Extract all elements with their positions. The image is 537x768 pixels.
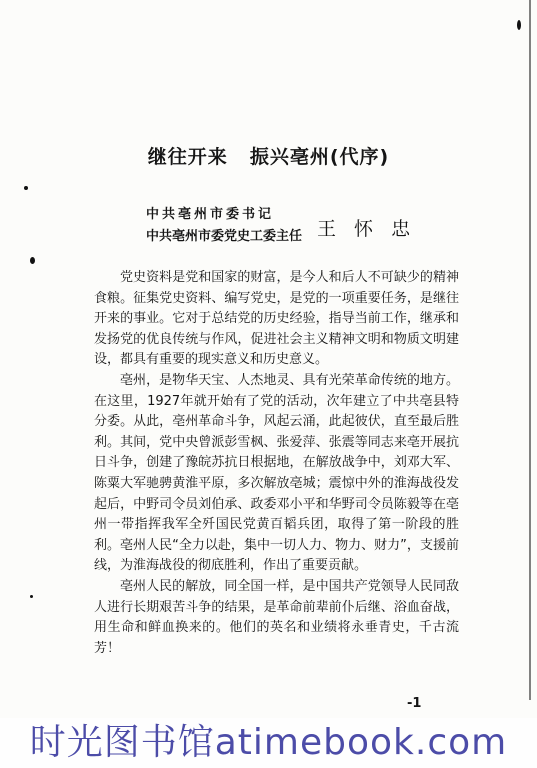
page-edge-shadow: [529, 0, 531, 700]
title-sub: 振兴亳州(代序): [249, 146, 390, 168]
page-title: [0, 142, 537, 169]
body-text: [94, 268, 459, 659]
watermark: 时光图书馆atimebook.com: [0, 718, 537, 768]
paragraph: 党史资料是党和国家的财富，是今人和后人不可缺少的精神食粮。征集党史资料、编写党史，是党的一项重要任务，是继往开来的事业。它对于总结党的历史经验，指导当前工作，继承和发扬党的优良传统与作风，促进社会主义精神文明和物质文明建设，都具有重要的现实意义和历史意义。: [94, 270, 459, 368]
ink-speck: [30, 595, 33, 598]
author-roles: [146, 204, 302, 248]
author-role-2: 中共亳州市委党史工委主任: [146, 229, 303, 244]
paragraph: 亳州人民的解放，同全国一样，是中国共产党领导人民同敌人进行长期艰苦斗争的结果，是革命前辈前仆后继、浴血奋战，用生命和鲜血换来的。他们的英名和业绩将永垂青史，千古流芳！: [94, 578, 459, 656]
paragraph: 亳州，是物华天宝、人杰地灵、具有光荣革命传统的地方。在这里，1927年就开始有了党的活动，次年建立了中共亳县特分委。从此，亳州革命斗争，风起云涌，此起彼伏，直至最后胜利。其间，党中央曾派彭雪枫、张爱萍、张震等同志来亳开展抗日斗争，创建了豫皖苏抗日根据地，在解放战争中，刘邓大军、陈粟大军驰骋黄淮平原，多次解放亳城；震惊中外的淮海战役发起后，中野司令员刘伯承、政委邓小平和华野司令员陈毅等在亳州一带指挥我军全歼国民党黄百韬兵团，取得了第一阶段的胜利。亳州人民“全力以赴，集中一切人力、物力、财力”，支援前线，为淮海战役的彻底胜利，作出了重要贡献。: [94, 372, 459, 574]
page-number: -1: [407, 696, 422, 711]
ink-speck: [24, 186, 28, 190]
title-main: 继往开来: [147, 146, 228, 168]
author-role-1: 中共亳州市委书记: [146, 207, 275, 222]
ink-speck: [517, 20, 521, 30]
author-name: 王 怀 忠: [317, 218, 417, 240]
ink-speck: [30, 257, 35, 264]
